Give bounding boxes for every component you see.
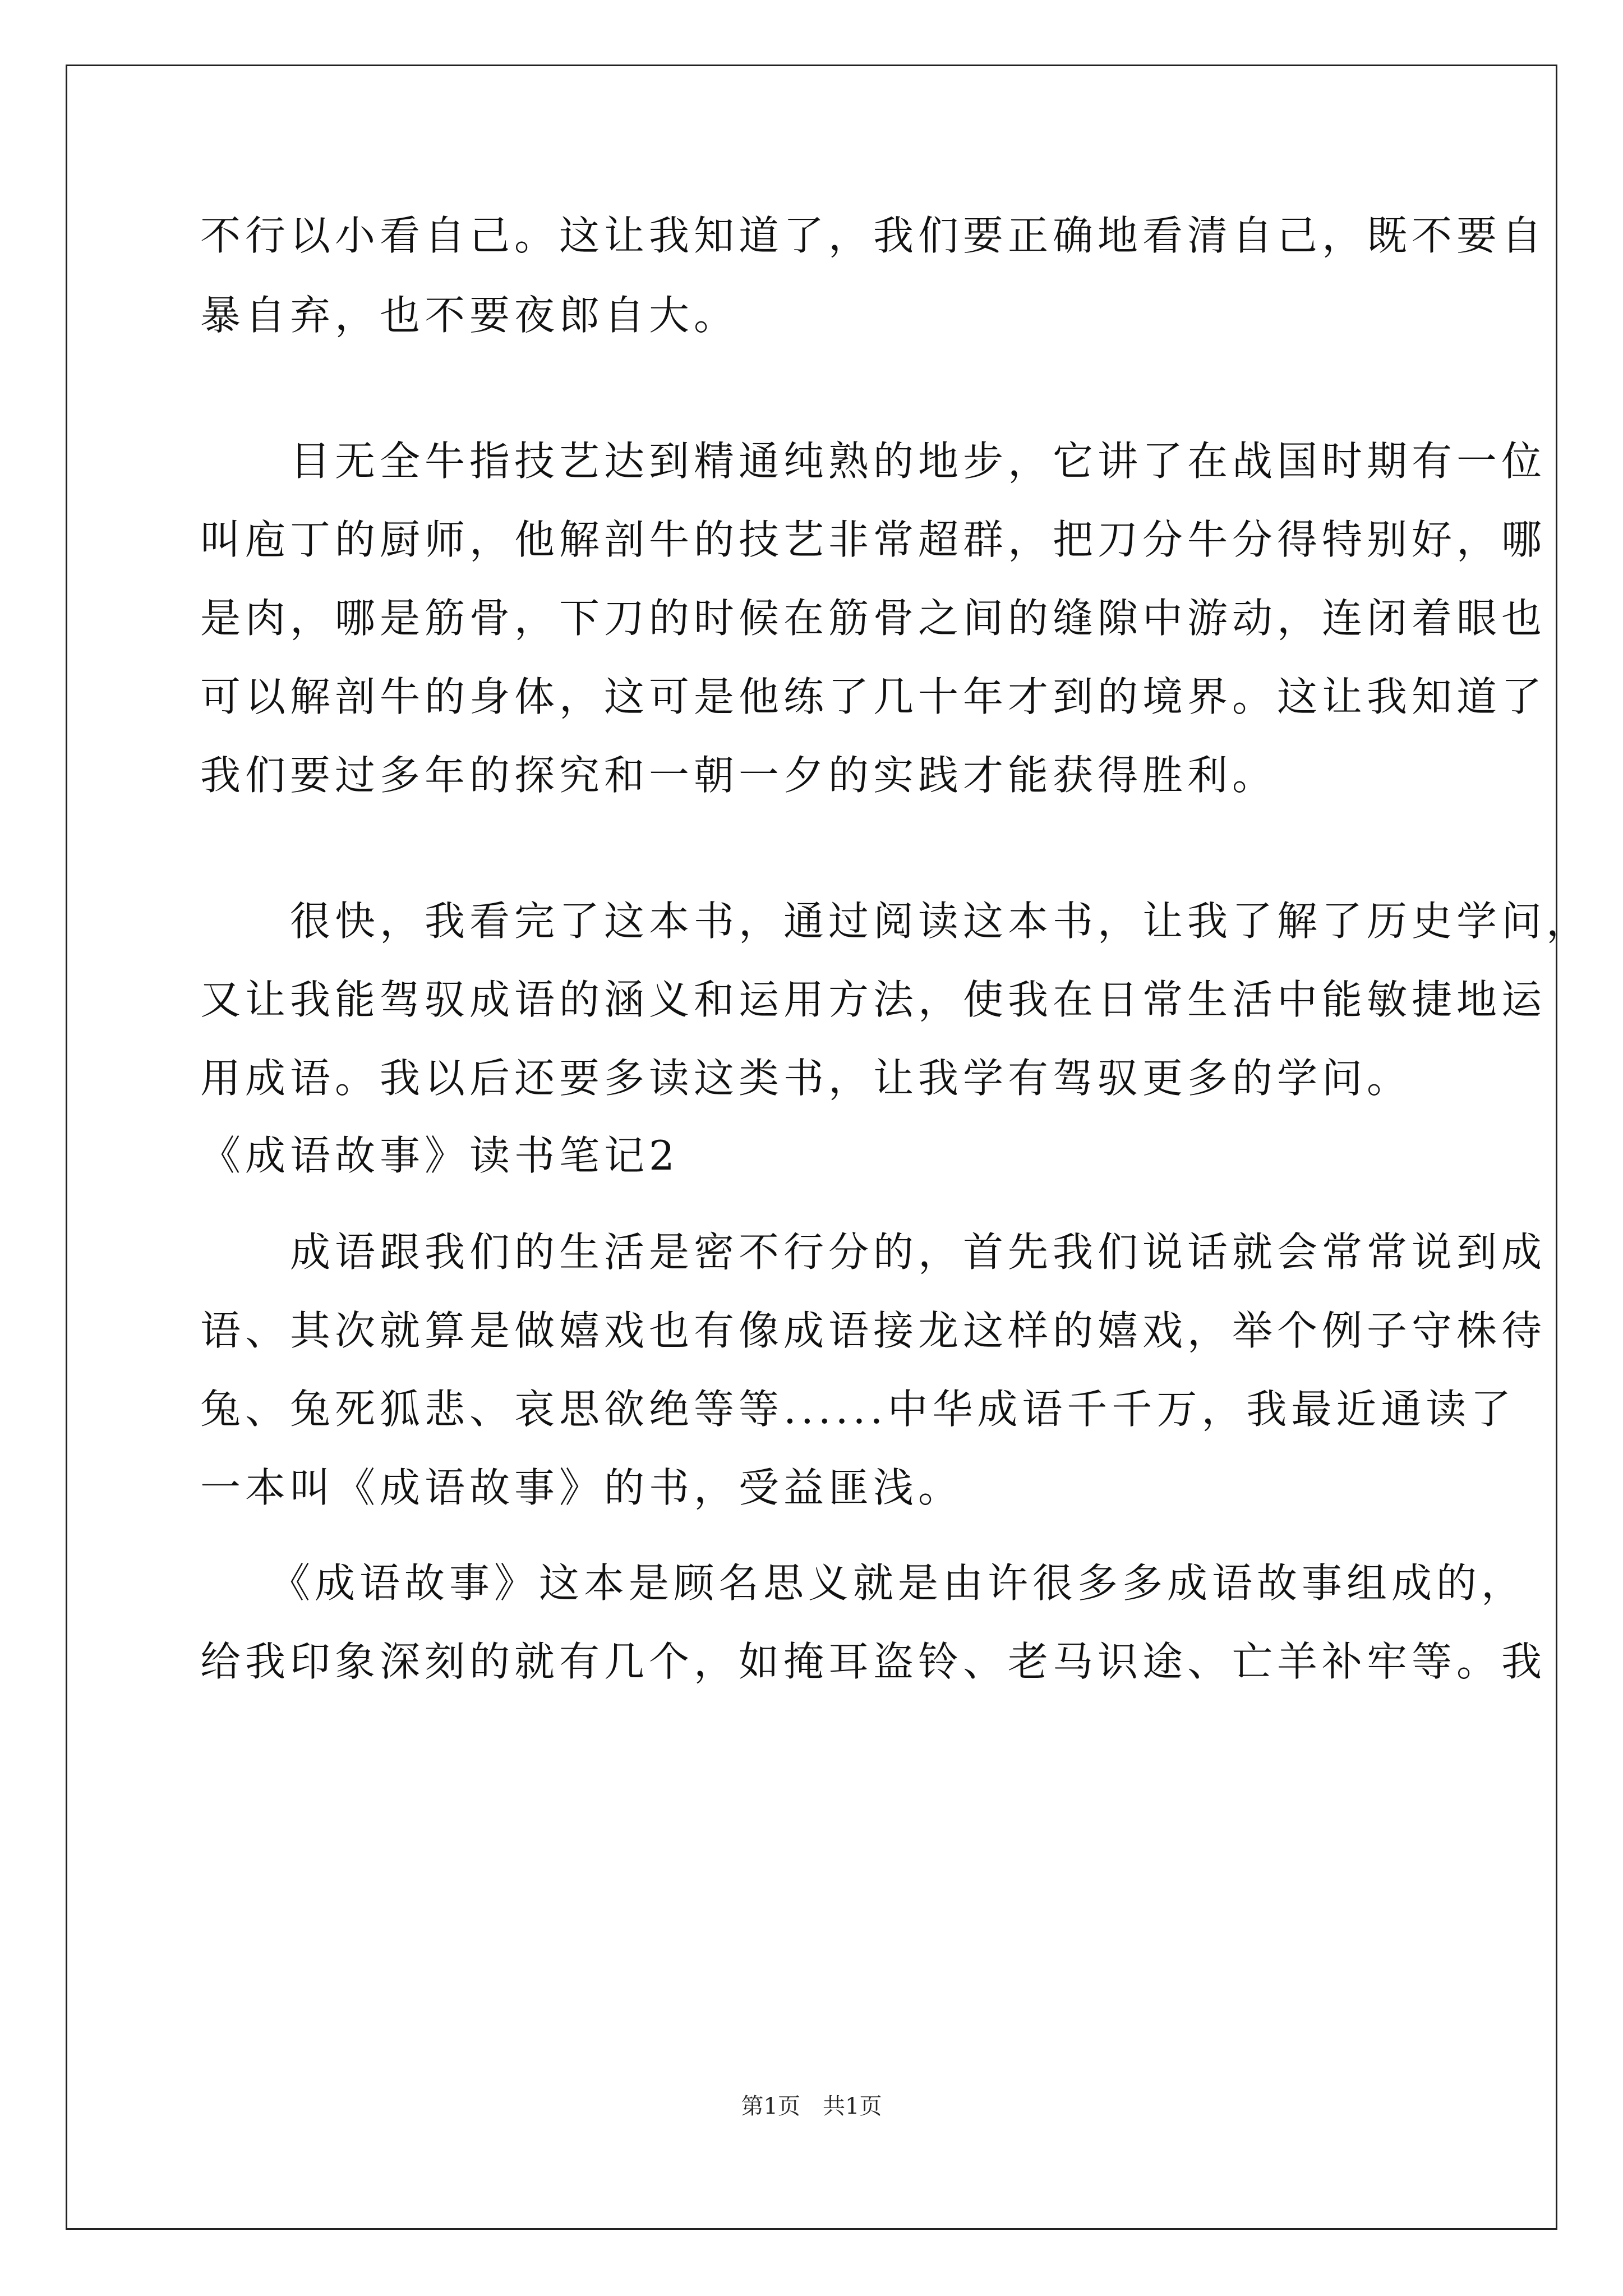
text-line: 成语跟我们的生活是密不行分的，首先我们说话就会常常说到成 <box>200 1228 1547 1276</box>
text-line: 用成语。我以后还要多读这类书，让我学有驾驭更多的学问。 <box>200 1055 1412 1102</box>
text-line: 不行以小看自己。这让我知道了，我们要正确地看清自己，既不要自 <box>200 212 1547 259</box>
text-line: 可以解剖牛的身体，这可是他练了几十年才到的境界。这让我知道了 <box>200 673 1547 720</box>
text-line: 一本叫《成语故事》的书，受益匪浅。 <box>200 1464 963 1511</box>
text-line: 给我印象深刻的就有几个，如掩耳盗铃、老马识途、亡羊补牢等。我 <box>200 1638 1547 1685</box>
text-line: 目无全牛指技艺达到精通纯熟的地步，它讲了在战国时期有一位 <box>200 438 1547 485</box>
text-line: 兔、兔死狐悲、哀思欲绝等等......中华成语千千万，我最近通读了 <box>200 1386 1516 1433</box>
text-line: 语、其次就算是做嬉戏也有像成语接龙这样的嬉戏，举个例子守株待 <box>200 1307 1547 1354</box>
text-line: 是肉，哪是筋骨，下刀的时候在筋骨之间的缝隙中游动，连闭着眼也 <box>200 595 1547 642</box>
text-line: 《成语故事》这本是顾名思义就是由许很多多成语故事组成的， <box>200 1559 1527 1607</box>
page-footer: 第1页 共1页 <box>741 2093 882 2119</box>
text-line: 很快，我看完了这本书，通过阅读这本书，让我了解了历史学问， <box>200 898 1592 945</box>
section-heading: 《成语故事》读书笔记2 <box>200 1132 679 1179</box>
text-line: 暴自弃，也不要夜郎自大。 <box>200 292 739 339</box>
text-line: 又让我能驾驭成语的涵义和运用方法，使我在日常生活中能敏捷地运 <box>200 976 1547 1023</box>
text-line: 我们要过多年的探究和一朝一夕的实践才能获得胜利。 <box>200 752 1278 799</box>
text-line: 叫庖丁的厨师，他解剖牛的技艺非常超群，把刀分牛分得特别好，哪 <box>200 516 1547 563</box>
